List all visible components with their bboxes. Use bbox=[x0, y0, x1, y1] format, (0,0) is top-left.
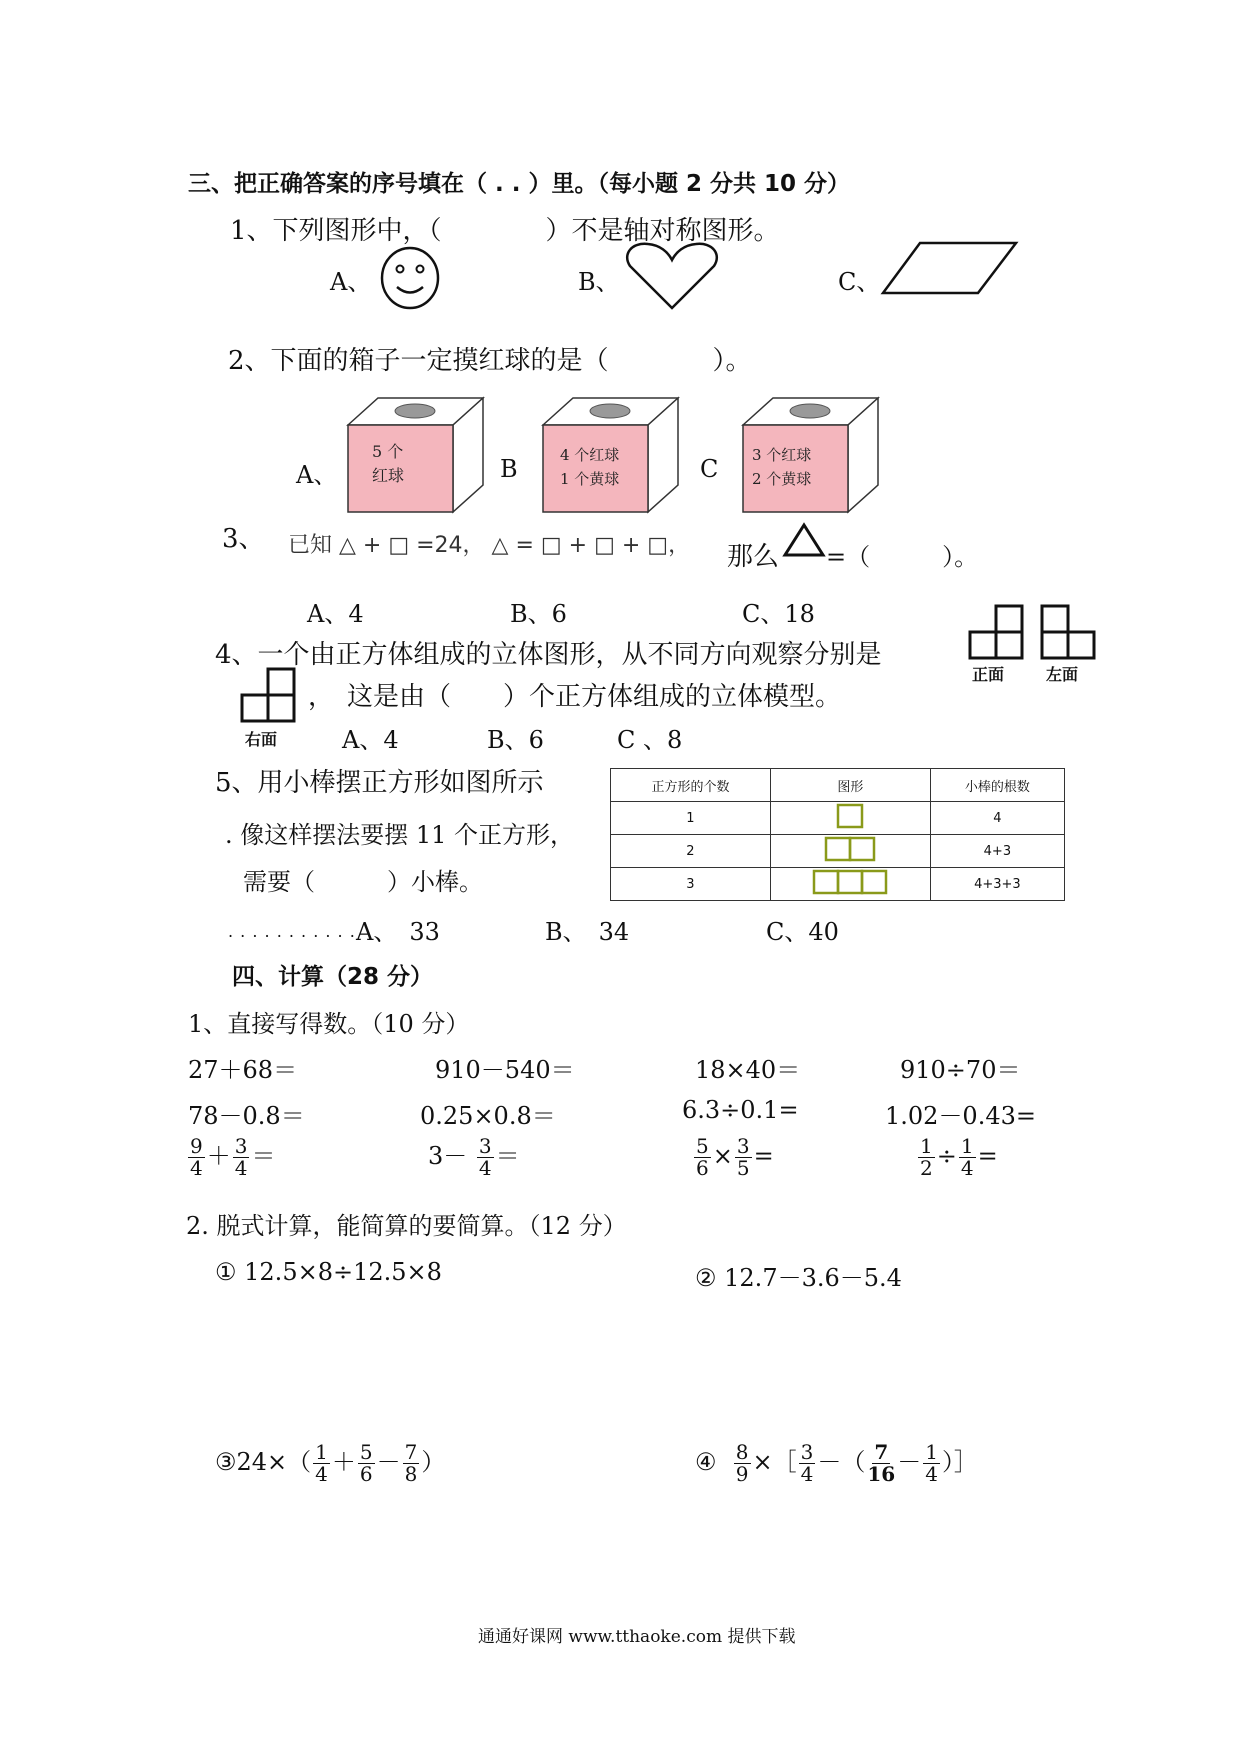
fraction bbox=[918, 1136, 935, 1179]
q3-eq: =（ ）。 bbox=[826, 543, 979, 571]
numerator: 8 bbox=[735, 1440, 749, 1464]
numerator: 3 bbox=[478, 1134, 492, 1158]
operator: ＋ bbox=[331, 1448, 356, 1476]
fraction bbox=[959, 1136, 976, 1179]
prefix: 3－ bbox=[428, 1142, 468, 1170]
q5-line3: 需要（ ）小棒。 bbox=[243, 868, 483, 896]
fraction bbox=[477, 1136, 494, 1179]
operator: ×［ bbox=[752, 1448, 797, 1476]
numerator: 5 bbox=[696, 1134, 709, 1158]
right-view-icon bbox=[240, 667, 298, 723]
left-view-icon bbox=[1040, 604, 1098, 660]
calc-row2-4: 1.02－0.43= bbox=[885, 1102, 1036, 1130]
operator: － bbox=[897, 1448, 922, 1476]
q1-option-a: A、 bbox=[330, 268, 372, 296]
denominator: 4 bbox=[925, 1462, 938, 1486]
calc-row3-3 bbox=[692, 1136, 774, 1179]
numerator: 1 bbox=[960, 1134, 974, 1158]
smiley-face-icon bbox=[378, 245, 442, 311]
equals: ＝ bbox=[251, 1142, 276, 1170]
table-cell-sticks: 4+3 bbox=[930, 835, 1064, 868]
sticks-table bbox=[610, 768, 1065, 901]
box-b-label: B bbox=[500, 455, 518, 483]
numerator: 3 bbox=[800, 1440, 814, 1464]
numerator: 1 bbox=[925, 1440, 938, 1464]
operator: ÷ bbox=[936, 1142, 957, 1170]
table-cell-sticks: 4+3+3 bbox=[930, 868, 1064, 901]
box-a-content bbox=[372, 440, 404, 488]
prefix: ③24×（ bbox=[215, 1448, 312, 1476]
denominator: 5 bbox=[736, 1156, 750, 1180]
operator: ＋ bbox=[206, 1142, 231, 1170]
denominator: 2 bbox=[920, 1156, 933, 1180]
numerator: 7 bbox=[874, 1440, 889, 1464]
box-b-line2: 1 个黄球 bbox=[560, 470, 620, 488]
fraction bbox=[188, 1136, 205, 1179]
part1-title: 1、直接写得数。（10 分） bbox=[188, 1010, 470, 1038]
problem-1: ① 12.5×8÷12.5×8 bbox=[215, 1258, 442, 1286]
q4-line1: 4、一个由正方体组成的立体图形，从不同方向观察分别是 bbox=[215, 640, 882, 670]
equals: ＝ bbox=[495, 1142, 520, 1170]
fraction bbox=[694, 1136, 711, 1179]
triangle-icon bbox=[782, 522, 826, 558]
table-cell-figure bbox=[770, 868, 930, 901]
q5-option-a: A、 33 bbox=[356, 918, 440, 946]
q3-given: 已知 △ + □ =24， △ = □ + □ + □， bbox=[288, 533, 691, 558]
part2-title: 2. 脱式计算，能简算的要简算。（12 分） bbox=[186, 1212, 627, 1240]
table-cell-count: 3 bbox=[611, 868, 771, 901]
box-c-line2: 2 个黄球 bbox=[752, 470, 812, 488]
calc-row1-2: 910－540＝ bbox=[435, 1056, 575, 1084]
section4-title: 四、计算（28 分） bbox=[232, 964, 434, 990]
box-c-line1: 3 个红球 bbox=[752, 446, 812, 464]
table-cell-count: 1 bbox=[611, 802, 771, 835]
suffix: ） bbox=[421, 1448, 446, 1476]
q1-text: 1、下列图形中，（ ）不是轴对称图形。 bbox=[230, 216, 780, 246]
q4-option-c: C 、8 bbox=[617, 726, 683, 754]
calc-row3-1 bbox=[186, 1136, 275, 1179]
fraction bbox=[735, 1136, 752, 1179]
suffix: ）］ bbox=[941, 1448, 978, 1476]
denominator: 4 bbox=[800, 1462, 814, 1486]
calc-row1-4: 910÷70＝ bbox=[900, 1056, 1021, 1084]
q5-line2: . 像这样摆法要摆 11 个正方形， bbox=[225, 821, 575, 849]
box-a-label: A、 bbox=[296, 461, 338, 489]
fraction bbox=[923, 1442, 940, 1485]
fraction bbox=[403, 1442, 420, 1485]
denominator: 6 bbox=[696, 1156, 709, 1180]
box-c-label: C bbox=[700, 455, 719, 483]
calc-row2-2: 0.25×0.8＝ bbox=[420, 1102, 556, 1130]
fraction bbox=[358, 1442, 375, 1485]
problem-4 bbox=[695, 1442, 978, 1485]
section3-title: 三、把正确答案的序号填在（ . . ）里。（每小题 2 分共 10 分） bbox=[188, 171, 851, 197]
table-header-row bbox=[611, 769, 1065, 802]
calc-row1-1: 27＋68＝ bbox=[188, 1056, 298, 1084]
box-b-line1: 4 个红球 bbox=[560, 446, 620, 464]
box-a-line2: 红球 bbox=[372, 466, 405, 485]
box-a-line1: 5 个 bbox=[372, 442, 404, 461]
q1-option-b: B、 bbox=[578, 268, 620, 296]
q5-dots: . . . . . . . . . . . bbox=[228, 922, 356, 941]
q2-text: 2、下面的箱子一定摸红球的是（ ）。 bbox=[228, 346, 752, 376]
fraction bbox=[233, 1136, 250, 1179]
numerator: 1 bbox=[315, 1440, 328, 1464]
denominator: 9 bbox=[735, 1462, 749, 1486]
table-header-sticks: 小棒的根数 bbox=[930, 769, 1064, 802]
prefix: ④ bbox=[695, 1448, 717, 1476]
calc-row1-3: 18×40＝ bbox=[695, 1056, 801, 1084]
numerator: 3 bbox=[234, 1134, 248, 1158]
box-c-content bbox=[752, 443, 811, 491]
front-view-label: 正面 bbox=[972, 665, 1005, 684]
q5-option-b: B、 34 bbox=[545, 918, 630, 946]
q1-option-c: C、 bbox=[838, 268, 881, 296]
q4-option-a: A、4 bbox=[342, 726, 399, 754]
fraction bbox=[799, 1442, 816, 1485]
numerator: 3 bbox=[736, 1134, 750, 1158]
box-b-content bbox=[560, 443, 619, 491]
equals: = bbox=[977, 1142, 998, 1170]
operator: －（ bbox=[817, 1448, 866, 1476]
one-square-icon bbox=[835, 803, 865, 829]
q4-option-b: B、6 bbox=[487, 726, 544, 754]
q5-line1: 5、用小棒摆正方形如图所示 bbox=[215, 768, 544, 798]
q4-line2: ， 这是由（ ）个正方体组成的立体模型。 bbox=[308, 682, 842, 712]
denominator: 4 bbox=[478, 1156, 492, 1180]
table-cell-sticks: 4 bbox=[930, 802, 1064, 835]
table-cell-count: 2 bbox=[611, 835, 771, 868]
table-row bbox=[611, 802, 1065, 835]
table-row bbox=[611, 835, 1065, 868]
problem-3 bbox=[215, 1442, 445, 1485]
numerator: 9 bbox=[190, 1134, 203, 1158]
denominator: 4 bbox=[960, 1156, 974, 1180]
front-view-icon bbox=[968, 604, 1026, 660]
fraction bbox=[734, 1442, 751, 1485]
operator: × bbox=[712, 1142, 733, 1170]
denominator: 16 bbox=[867, 1462, 896, 1486]
fraction bbox=[867, 1442, 895, 1485]
denominator: 4 bbox=[315, 1462, 328, 1486]
heart-icon bbox=[622, 240, 722, 312]
three-squares-icon bbox=[811, 869, 889, 895]
q3-number: 3、 bbox=[222, 524, 265, 554]
box-a-icon bbox=[345, 395, 485, 515]
table-row bbox=[611, 868, 1065, 901]
calc-row3-4 bbox=[916, 1136, 998, 1179]
denominator: 8 bbox=[404, 1462, 418, 1486]
problem-2: ② 12.7－3.6－5.4 bbox=[695, 1264, 902, 1292]
table-header-figure: 图形 bbox=[770, 769, 930, 802]
right-view-label: 右面 bbox=[245, 730, 278, 749]
denominator: 6 bbox=[359, 1462, 373, 1486]
table-cell-figure bbox=[770, 802, 930, 835]
q3-option-c: C、18 bbox=[742, 600, 815, 628]
two-squares-icon bbox=[823, 836, 877, 862]
footer-text: 通通好课网 www.tthaoke.com 提供下载 bbox=[478, 1627, 796, 1647]
q3-then: 那么 bbox=[727, 542, 780, 572]
calc-row3-2 bbox=[428, 1136, 520, 1179]
fraction bbox=[313, 1442, 330, 1485]
parallelogram-icon bbox=[880, 240, 1020, 296]
numerator: 5 bbox=[359, 1440, 373, 1464]
operator: － bbox=[376, 1448, 401, 1476]
numerator: 1 bbox=[920, 1134, 933, 1158]
table-cell-figure bbox=[770, 835, 930, 868]
q3-option-a: A、4 bbox=[307, 600, 364, 628]
calc-row2-1: 78－0.8＝ bbox=[188, 1102, 305, 1130]
denominator: 4 bbox=[234, 1156, 248, 1180]
left-view-label: 左面 bbox=[1046, 665, 1079, 684]
numerator: 7 bbox=[404, 1440, 418, 1464]
denominator: 4 bbox=[190, 1156, 203, 1180]
q5-option-c: C、40 bbox=[766, 918, 839, 946]
equals: = bbox=[753, 1142, 774, 1170]
calc-row2-3: 6.3÷0.1= bbox=[682, 1096, 799, 1124]
q3-option-b: B、6 bbox=[510, 600, 567, 628]
table-header-count: 正方形的个数 bbox=[611, 769, 771, 802]
